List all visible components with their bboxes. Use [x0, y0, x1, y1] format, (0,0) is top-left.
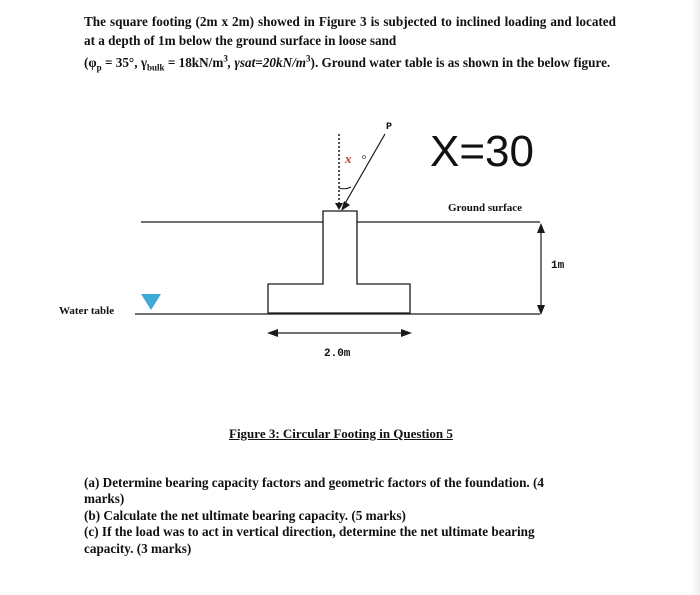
- width-arrow-right: [401, 329, 412, 337]
- angle-value-annotation: X=30: [430, 127, 534, 176]
- question-c: (c) If the load was to act in vertical direction, determine the net ultimate bearing capacity. (3 marks): [84, 524, 535, 556]
- ground-surface-label: Ground surface: [448, 202, 523, 214]
- depth-arrow-top: [537, 223, 545, 233]
- depth-label: 1m: [551, 260, 565, 272]
- water-table-label: Water table: [59, 305, 115, 317]
- question-b: (b) Calculate the net ultimate bearing capacity. (5 marks): [84, 507, 406, 523]
- footing-outline: [268, 211, 410, 313]
- load-angle-arc: [339, 187, 351, 189]
- intro-text: The square footing (2m x 2m) showed in Figure 3 is subjected to inclined loading and located at a depth of 1m below the ground surface in loose sand: [84, 14, 616, 48]
- load-label: P: [386, 122, 393, 133]
- gamma-sat-unit-power: 3: [306, 54, 311, 64]
- gamma-sat-text: , γsat=20kN/m: [227, 55, 307, 71]
- gamma-bulk-subscript: bulk: [146, 63, 165, 74]
- intro-tail: ). Ground water table is as shown in the below figure.: [310, 55, 611, 71]
- inclined-load-line: [343, 134, 385, 207]
- gamma-bulk-symbol: γ: [140, 55, 147, 71]
- figure-caption: Figure 3: Circular Footing in Question 5: [229, 426, 453, 441]
- question-list: [84, 475, 584, 557]
- phi-value: = 35°,: [101, 55, 141, 71]
- gamma-bulk-unit-power: 3: [223, 54, 228, 64]
- phi-symbol: (φ: [84, 55, 97, 71]
- gamma-bulk-value: = 18kN/m: [164, 55, 224, 71]
- phi-subscript: p: [96, 63, 102, 74]
- water-table-marker-icon: [141, 294, 161, 310]
- angle-x-label: x: [345, 151, 352, 166]
- angle-degree-label: o: [362, 152, 366, 161]
- question-a: (a) Determine bearing capacity factors and geometric factors of the foundation. (4 marks): [84, 475, 544, 507]
- width-label: 2.0m: [324, 348, 351, 360]
- width-arrow-left: [267, 329, 278, 337]
- inclined-load-arrowhead: [341, 201, 350, 211]
